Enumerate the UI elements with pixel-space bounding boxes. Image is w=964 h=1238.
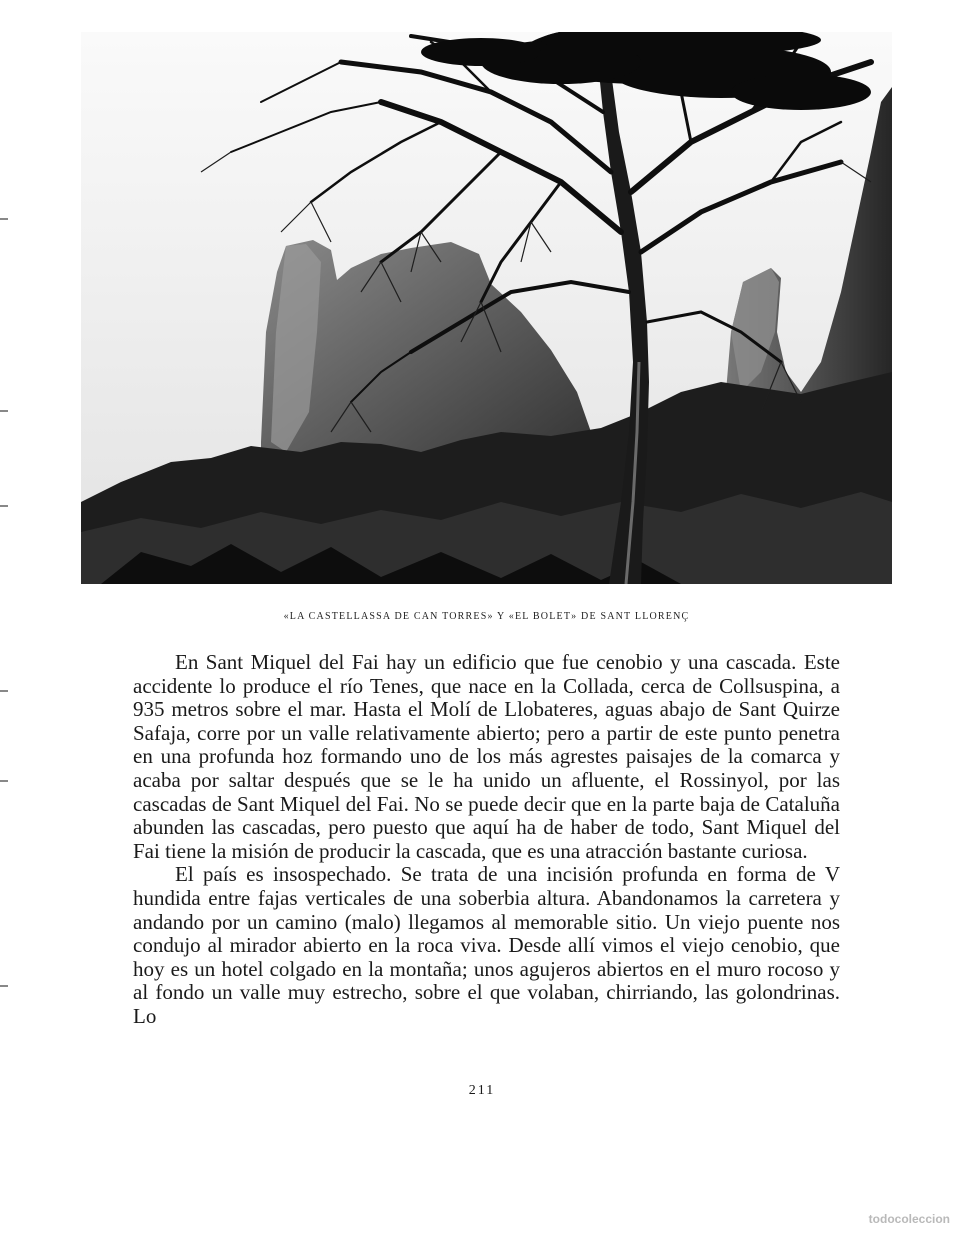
margin-mark: [0, 410, 8, 412]
body-text: [133, 651, 840, 1029]
page-number: 211: [468, 1083, 496, 1098]
photo-caption: «LA CASTELLASSA DE CAN TORRES» Y «EL BOLET» DE SANT LLORENÇ: [283, 611, 690, 622]
landscape-photo: [81, 32, 892, 584]
margin-mark: [0, 218, 8, 220]
margin-mark: [0, 505, 8, 507]
margin-mark: [0, 780, 8, 782]
margin-mark: [0, 985, 8, 987]
margin-mark: [0, 690, 8, 692]
paragraph: El país es insospechado. Se trata de una incisión profunda en forma de V hundida entre fajas verticales de una soberbia altura. Abandonamos la carretera y andando por un camino (malo) llegamos al memorable sitio. Un viejo puente nos condujo al mirador abierto en la roca viva. Desde allí vimos el viejo cenobio, que hoy es un hotel colgado en la montaña; unos agujeros abiertos en el muro rocoso y al fondo un valle muy estrecho, sobre el que volaban, chirriando, las golondrinas. Lo: [133, 862, 840, 1028]
watermark: todocoleccion: [868, 1212, 950, 1226]
paragraph: En Sant Miquel del Fai hay un edificio que fue cenobio y una cascada. Este accidente lo produce el río Tenes, que nace en la Collada, cerca de Collsuspina, a 935 metros sobre el mar. Hasta el Molí de Llobateres, aguas abajo de Sant Quirze Safaja, corre por un valle relativamente abierto; pero a partir de este punto penetra en una profunda hoz formando uno de los más agrestes paisajes de la comarca y acaba por saltar después que se le ha unido un afluente, el Rossinyol, por las cascadas de Sant Miquel del Fai. No se puede decir que en la parte baja de Cataluña abunden las cascadas, pero puesto que aquí ha de haber de todo, Sant Miquel del Fai tiene la misión de producir la cascada, que es una atracción bastante curiosa.: [133, 650, 840, 863]
